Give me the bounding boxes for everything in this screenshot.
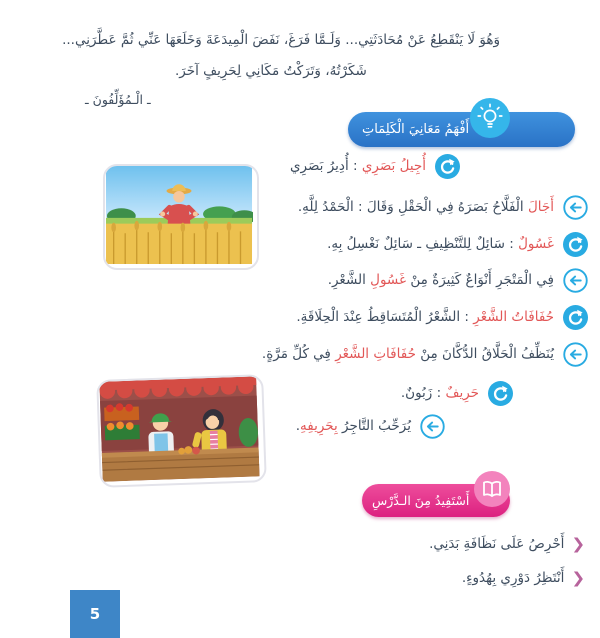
vocab-section-badge	[348, 112, 575, 147]
left-arrow-icon	[563, 268, 588, 293]
rotate-arrow-icon	[563, 305, 588, 330]
authors-attribution: ـ الْـمُؤَلِّفُونَ ـ	[85, 92, 151, 107]
rotate-arrow-icon	[435, 154, 460, 179]
left-arrow-icon	[563, 195, 588, 220]
benefit-item: ❮ أَنْتَظِرُ دَوْرِي بِهُدُوءٍ.	[462, 564, 585, 592]
bullet-chevron-icon: ❮	[571, 569, 586, 587]
intro-line-1: وَهُوَ لَا يَنْقَطِعُ عَنْ مُحَادَثَتِي... وَلَـمَّا فَرَغَ، نَفَضَ الْمِيدَعَةَ وَخَلَعَهَا عَنِّي ثُمَّ عَطَّرَنِي...	[62, 32, 500, 48]
vocab-definition-row: حُفَافَاتُ الشَّعْرِ : الشَّعْرُ الْمُتَسَاقِطُ عِنْدَ الْحِلَاقَةِ.	[296, 301, 588, 333]
vocab-definition-row: أُجِيلُ بَصَرِي : أُدِيرُ بَصَرِي	[290, 150, 460, 182]
benefit-item: ❮ أَحْرِصُ عَلَى نَظَافَةِ بَدَنِي.	[429, 530, 585, 558]
page-number-badge: 5	[70, 590, 120, 638]
open-book-icon	[474, 471, 510, 507]
left-arrow-icon	[563, 342, 588, 367]
benefit-section-badge	[362, 484, 510, 517]
vocab-definition-row: غَسُولٌ : سَائِلٌ لِلتَّنْظِيفِ ـ سَائِلٌ نَغْسِلُ بِهِ.	[327, 228, 588, 260]
vocab-definition-row: حَرِيفٌ : زَبُونٌ.	[401, 377, 513, 409]
shop-customer-illustration	[96, 374, 267, 488]
bullet-chevron-icon: ❮	[571, 535, 586, 553]
vocab-section-title: أَفْهَمُ مَعَانِيَ الْكَلِمَاتِ	[362, 122, 470, 137]
rotate-arrow-icon	[488, 381, 513, 406]
farmer-field-illustration	[103, 164, 259, 270]
left-arrow-icon	[420, 414, 445, 439]
benefit-section-title: أَسْتَفِيدُ مِنَ الـدَّرْسِ	[372, 493, 470, 508]
intro-line-2: شَكَرْتُهُ، وَتَرَكْتُ مَكَانِي لِحَرِيفٍ آخَرَ.	[175, 63, 367, 79]
vocab-example-row: فِي الْمَتْجَرِ أَنْوَاعٌ كَثِيرَةٌ مِنْ غَسُولِ الشَّعْرِ.	[328, 264, 588, 296]
rotate-arrow-icon	[563, 232, 588, 257]
vocab-example-row: يُرَحِّبُ التَّاجِرُ بِحَرِيفِهِ.	[296, 410, 445, 442]
lightbulb-icon	[470, 98, 510, 138]
vocab-example-row: أَجَالَ الْفَلَّاحُ بَصَرَهُ فِي الْحَقْلِ وَقَالَ : الْحَمْدُ لِلَّهِ.	[298, 191, 588, 223]
vocab-example-row: يُنَظِّفُ الْحَلَّاقُ الدُّكَّانَ مِنْ حُفَافَاتِ الشَّعْرِ فِي كُلِّ مَرَّةٍ.	[262, 338, 588, 370]
